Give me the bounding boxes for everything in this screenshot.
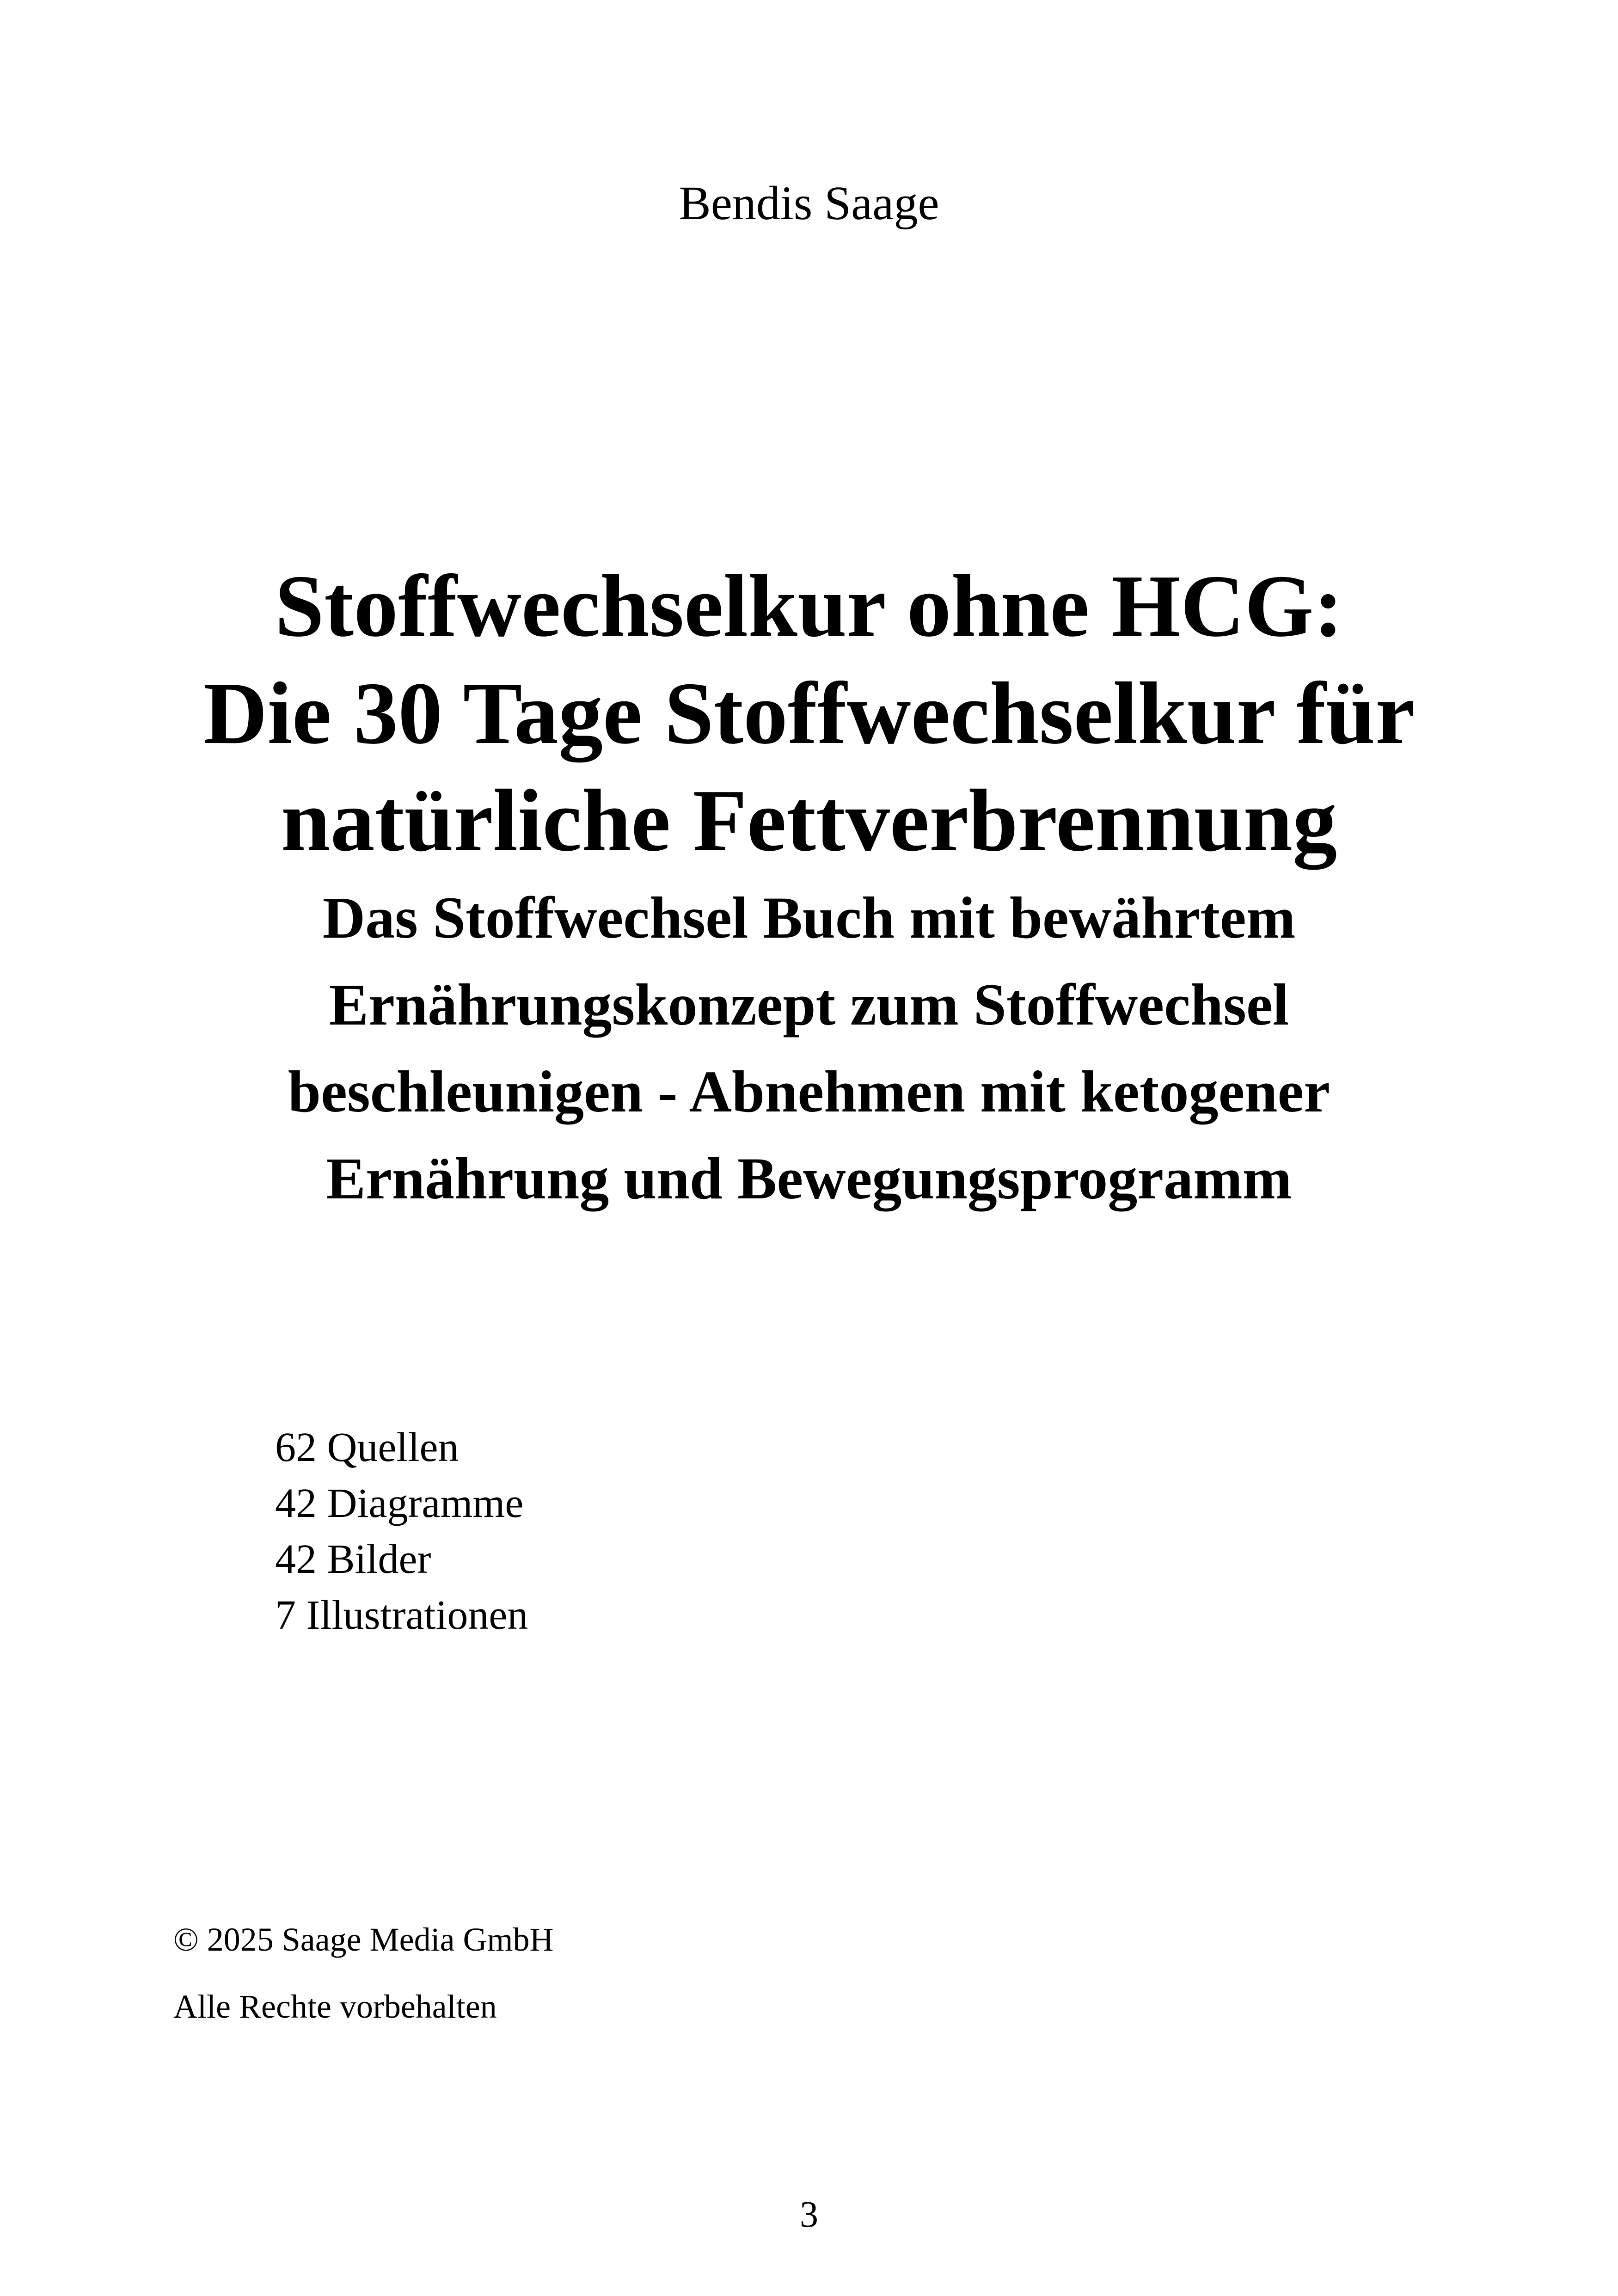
author-name: Bendis Saage: [679, 177, 939, 230]
stat-illustrations: 7 Illustrationen: [275, 1592, 528, 1638]
stat-diagrams: 42 Diagramme: [275, 1480, 524, 1526]
book-stats-list: [275, 1419, 528, 1643]
title-line-3: natürliche Fettverbrennung: [281, 771, 1337, 870]
stat-images: 42 Bilder: [275, 1536, 431, 1582]
subtitle-line-1: Das Stoffwechsel Buch mit bewährtem: [322, 885, 1296, 951]
title-line-2: Die 30 Tage Stoffwechselkur für: [203, 664, 1415, 762]
subtitle-line-2: Ernährungskonzept zum Stoffwechsel: [329, 972, 1289, 1037]
stat-sources: 62 Quellen: [275, 1424, 459, 1470]
title-line-1: Stoffwechselkur ohne HCG:: [275, 557, 1343, 655]
book-title-block: [116, 553, 1502, 1222]
copyright-notice: © 2025 Saage Media GmbH: [173, 1921, 554, 1958]
subtitle-line-4: Ernährung und Bewegungsprogramm: [326, 1146, 1292, 1211]
rights-reserved: Alle Rechte vorbehalten: [173, 1988, 497, 2025]
subtitle-line-3: beschleunigen - Abnehmen mit ketogener: [288, 1059, 1330, 1124]
page-number: 3: [800, 2194, 818, 2235]
